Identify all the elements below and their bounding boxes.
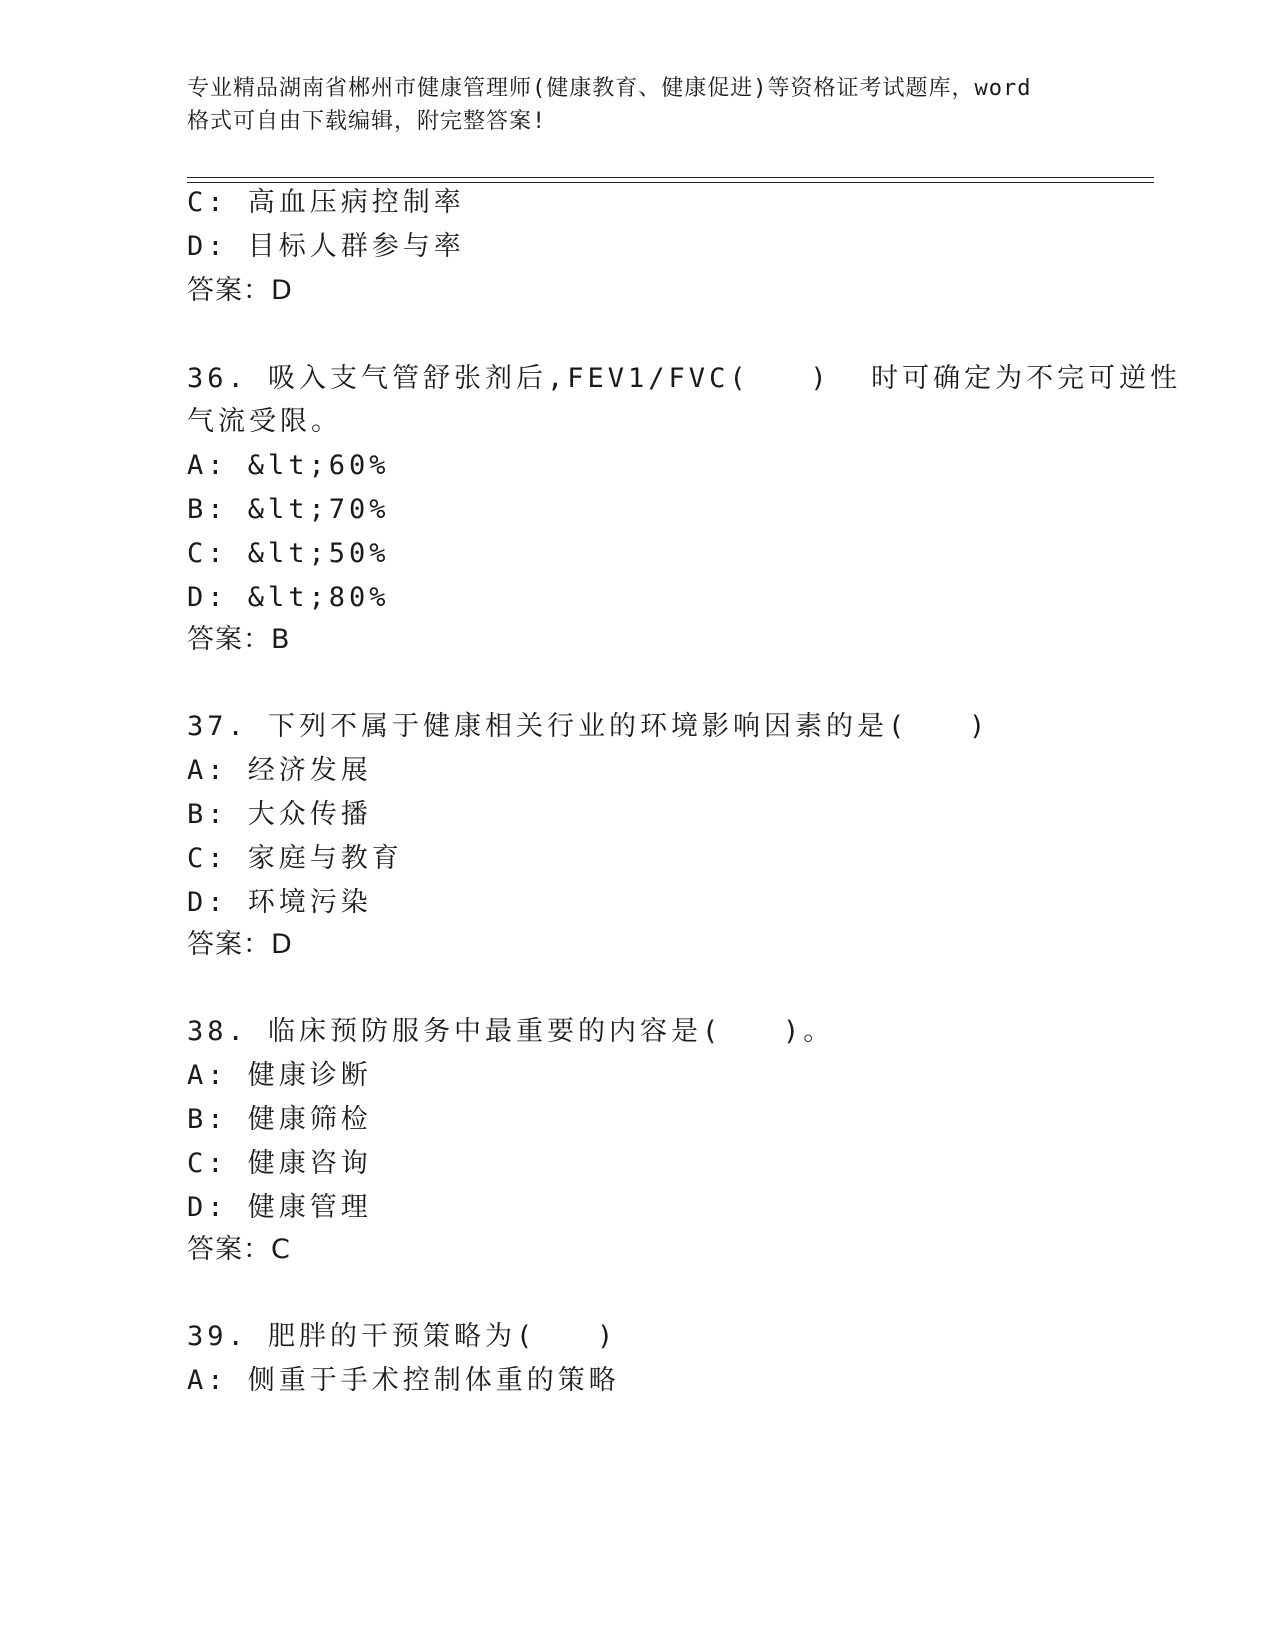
q38-option-a: A: 健康诊断	[187, 1060, 372, 1091]
q37-option-c: C: 家庭与教育	[187, 843, 403, 874]
header-divider-thick	[187, 177, 1154, 178]
q36-option-c: C: &lt;50%	[187, 538, 390, 569]
q37-answer: 答案：D	[187, 929, 293, 960]
q37-option-a: A: 经济发展	[187, 755, 372, 786]
q35-option-c: C: 高血压病控制率	[187, 187, 465, 218]
q37-stem: 37. 下列不属于健康相关行业的环境影响因素的是( )	[187, 711, 990, 742]
q35-answer: 答案：D	[187, 275, 293, 306]
q39-stem: 39. 肥胖的干预策略为( )	[187, 1321, 618, 1352]
q37-option-d: D: 环境污染	[187, 887, 372, 918]
header-line-2: 格式可自由下载编辑，附完整答案!	[187, 109, 547, 134]
q39-option-a: A: 侧重于手术控制体重的策略	[187, 1365, 620, 1396]
q38-stem: 38. 临床预防服务中最重要的内容是( )。	[187, 1016, 835, 1047]
q36-option-a: A: &lt;60%	[187, 450, 390, 481]
q37-option-b: B: 大众传播	[187, 799, 372, 830]
q36-answer: 答案：B	[187, 624, 291, 655]
q36-stem-line-2: 气流受限。	[187, 406, 342, 437]
q38-option-b: B: 健康筛检	[187, 1104, 372, 1135]
q38-option-c: C: 健康咨询	[187, 1148, 372, 1179]
header-divider-thin	[187, 182, 1154, 183]
header-line-1: 专业精品湖南省郴州市健康管理师(健康教育、健康促进)等资格证考试题库，word	[187, 76, 1032, 101]
q38-answer: 答案：C	[187, 1234, 291, 1265]
q35-option-d: D: 目标人群参与率	[187, 231, 465, 262]
document-header	[187, 72, 1087, 138]
q38-option-d: D: 健康管理	[187, 1192, 372, 1223]
q36-option-d: D: &lt;80%	[187, 582, 390, 613]
q36-option-b: B: &lt;70%	[187, 494, 390, 525]
q36-stem-line-1: 36. 吸入支气管舒张剂后,FEV1/FVC( ) 时可确定为不完可逆性	[187, 363, 1182, 394]
